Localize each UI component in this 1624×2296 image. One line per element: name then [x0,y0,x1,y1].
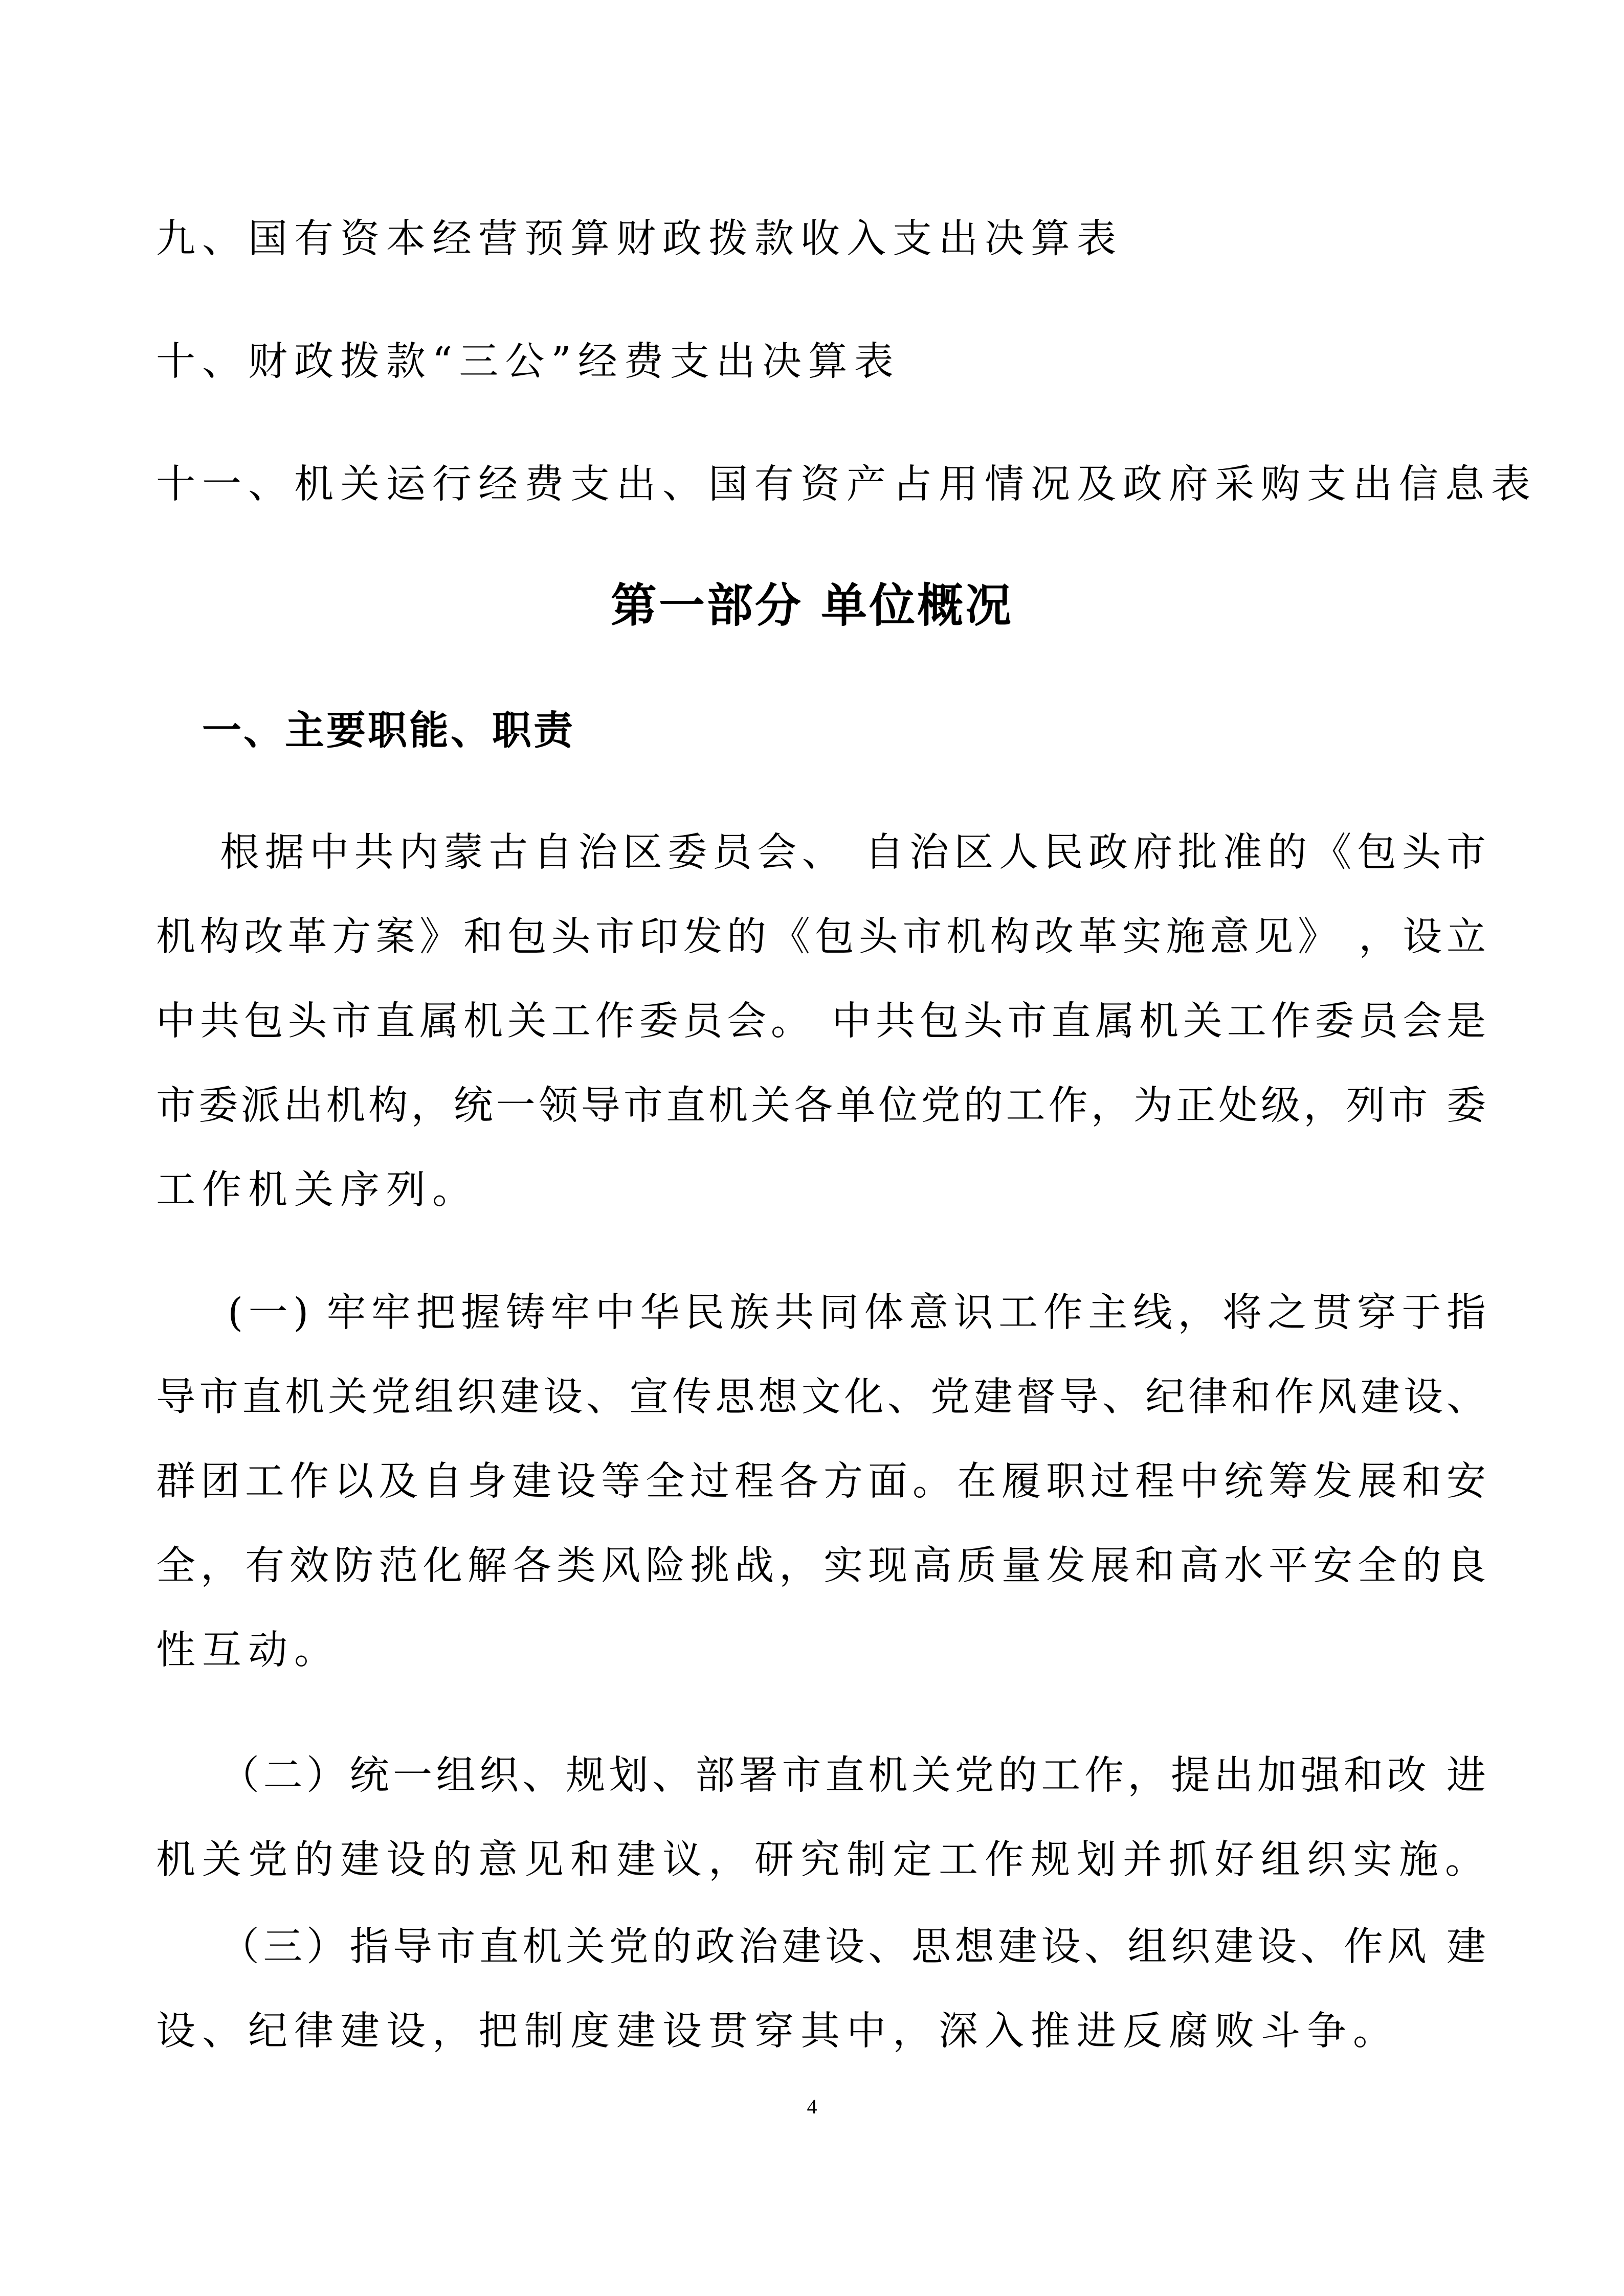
paragraph-line: 根据中共内蒙古自治区委员会、 自治区人民政府批准的《包头市 [220,830,1486,875]
paragraph-line: 全，有效防范化解各类风险挑战，实现高质量发展和高水平安全的良 [156,1543,1486,1589]
paragraph-line: 市委派出机构，统一领导市直机关各单位党的工作，为正处级，列市 委 [156,1083,1486,1129]
paragraph-duty-2 [156,1734,1491,1902]
toc-item-10: 十、财政拨款“三公”经费支出决算表 [156,339,900,385]
paragraph-line: (一) 牢牢把握铸牢中华民族共同体意识工作主线，将之贯穿于指 [228,1290,1486,1336]
paragraph-duty-3 [156,1905,1486,2074]
paragraph-line: 机构改革方案》和包头市印发的《包头市机构改革实施意见》 ，设立 [156,914,1486,960]
paragraph-line: 性互动。 [156,1628,340,1673]
paragraph-line: 机关党的建设的意见和建议，研究制定工作规划并抓好组织实施。 [156,1837,1491,1883]
toc-item-11: 十一、机关运行经费支出、国有资产占用情况及政府采购支出信息表 [156,462,1537,507]
section-heading: 一、主要职能、职责 [202,708,575,754]
paragraph-duty-1 [156,1271,1486,1693]
paragraph-line: （三）指导市直机关党的政治建设、思想建设、组织建设、作风 建 [220,1924,1486,1970]
paragraph-line: 导市直机关党组织建设、宣传思想文化、党建督导、纪律和作风建设、 [156,1375,1486,1420]
toc-item-9: 九、国有资本经营预算财政拨款收入支出决算表 [156,216,1123,262]
paragraph-line: 设、纪律建设，把制度建设贯穿其中，深入推进反腐败斗争。 [156,2009,1399,2054]
paragraph-line: 中共包头市直属机关工作委员会。 中共包头市直属机关工作委员会是 [156,999,1486,1044]
paragraph-intro [156,811,1486,1232]
paragraph-line: 工作机关序列。 [156,1167,478,1213]
paragraph-line: （二）统一组织、规划、部署市直机关党的工作，提出加强和改 进 [220,1753,1486,1798]
page-number: 4 [807,2095,817,2118]
paragraph-line: 群团工作以及自身建设等全过程各方面。在履职过程中统筹发展和安 [156,1459,1486,1504]
part-title: 第一部分 单位概况 [610,579,1014,633]
